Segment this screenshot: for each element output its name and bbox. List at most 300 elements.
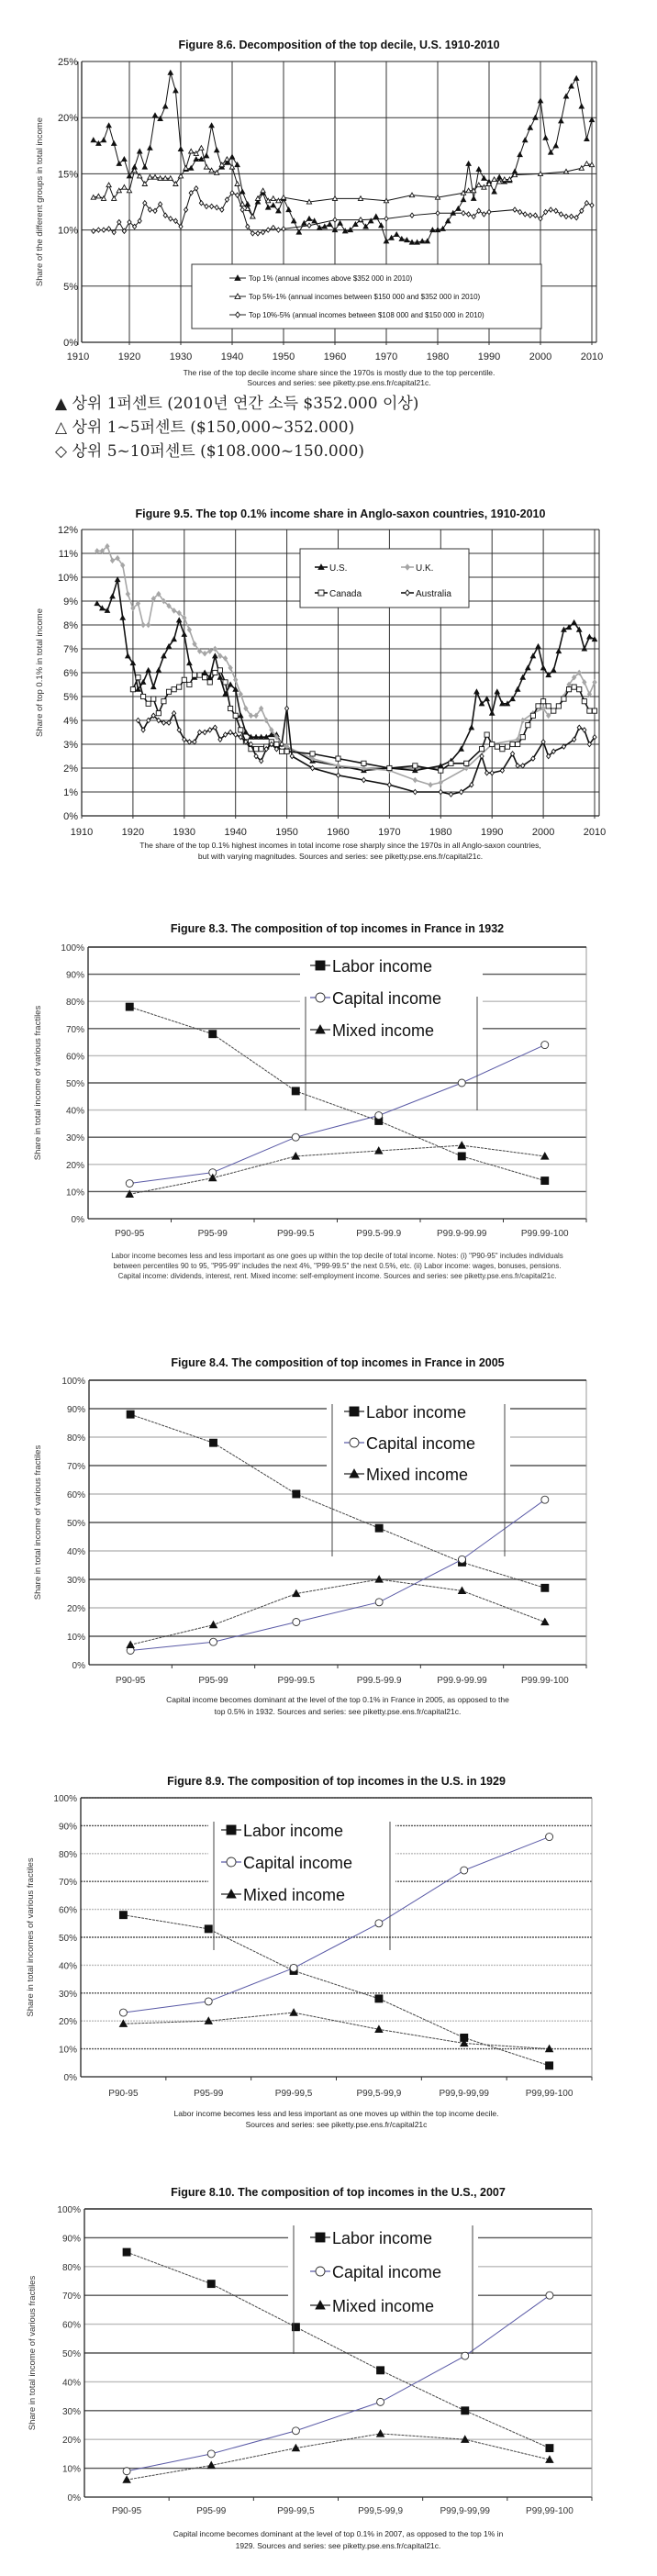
- data-point: [377, 2430, 384, 2437]
- data-point: [274, 742, 279, 746]
- data-point: [210, 204, 214, 208]
- y-axis-label: Share in total income of various fractiles: [33, 1005, 43, 1161]
- x-tick-label: 1930: [169, 351, 193, 362]
- data-point: [119, 1912, 127, 1919]
- data-point: [466, 162, 471, 166]
- data-point: [178, 147, 183, 151]
- data-point: [564, 214, 568, 218]
- chart-caption: Capital income becomes dominant at the level of top 0.1% in 2007, as opposed to the top 1% in: [173, 2529, 504, 2538]
- y-tick-label: 80%: [58, 1849, 77, 1860]
- x-tick-label: 1910: [70, 827, 94, 838]
- data-point: [292, 1133, 299, 1141]
- data-point: [413, 789, 417, 794]
- data-point: [479, 747, 484, 752]
- y-tick-label: 12%: [57, 525, 78, 536]
- data-point: [138, 149, 142, 153]
- data-point: [127, 1411, 134, 1418]
- y-tick-label: 10%: [66, 1633, 85, 1643]
- data-point: [375, 1147, 383, 1154]
- data-point: [554, 208, 558, 213]
- x-tick-label: 1930: [173, 827, 196, 838]
- data-point: [384, 239, 388, 243]
- chart-title: Figure 8.10. The composition of top incomes in the U.S., 2007: [171, 2186, 506, 2199]
- x-tick-label: P95-99: [194, 2089, 224, 2099]
- data-point: [482, 212, 485, 217]
- data-point: [285, 706, 289, 710]
- data-point: [585, 137, 589, 141]
- data-point: [209, 123, 214, 128]
- x-tick-label: 1940: [220, 351, 244, 362]
- data-point: [95, 601, 99, 606]
- data-point: [228, 730, 232, 734]
- legend: [327, 1395, 510, 1556]
- x-tick-label: P95-99: [198, 1676, 228, 1686]
- y-tick-label: 20%: [58, 2017, 77, 2028]
- data-point: [239, 728, 243, 732]
- data-point: [271, 196, 275, 201]
- data-point: [516, 687, 520, 692]
- chart-title: Figure 8.9. The composition of top incomes in the U.S. in 1929: [167, 1775, 506, 1788]
- square-filled-icon: [316, 961, 325, 970]
- y-tick-label: 10%: [58, 2045, 77, 2056]
- data-point: [375, 1995, 383, 2002]
- x-tick-label: 1960: [323, 351, 347, 362]
- legend: [300, 549, 469, 608]
- data-point: [215, 148, 219, 152]
- y-tick-label: 50%: [65, 1079, 84, 1089]
- data-point: [413, 764, 418, 768]
- legend: [300, 949, 483, 1110]
- data-point: [482, 176, 486, 181]
- data-point: [484, 697, 489, 701]
- data-point: [389, 236, 394, 240]
- chart-caption: between percentiles 90 to 95, "P95-99" includes the next 4%, "P99-99.5" the next 0.5%, etc. (ii) Labor income: wages, bonuses, pensions.: [113, 1262, 562, 1270]
- data-point: [271, 203, 275, 207]
- legend-label: Mixed income: [366, 1466, 469, 1484]
- y-tick-label: 80%: [61, 2262, 81, 2273]
- y-tick-label: 0%: [72, 1661, 85, 1671]
- x-tick-label: P99.5-99.9: [356, 1676, 402, 1686]
- data-point: [570, 214, 573, 218]
- data-point: [140, 694, 145, 698]
- chart-caption: The share of the top 0.1% highest incomes in total income rose sharply since the 1970s in all Anglo-saxon countries,: [139, 841, 541, 850]
- data-point: [439, 768, 443, 773]
- legend-label: Capital income: [366, 1434, 476, 1453]
- triangle-filled-icon: ▲: [55, 395, 68, 413]
- data-point: [377, 2398, 384, 2405]
- y-tick-label: 70%: [65, 1024, 84, 1035]
- x-tick-label: 1920: [121, 827, 145, 838]
- data-point: [492, 189, 496, 194]
- x-tick-label: P99.9-99.99: [437, 1676, 487, 1686]
- korean-legend-text: 상위 5~10퍼센트 ($108.000~150.000): [72, 442, 365, 461]
- data-point: [563, 94, 568, 98]
- data-point: [243, 730, 248, 734]
- data-point: [523, 138, 528, 142]
- data-point: [228, 706, 233, 710]
- data-point: [526, 723, 530, 728]
- legend-label: Australia: [416, 589, 451, 599]
- data-point: [203, 730, 206, 734]
- data-point: [136, 675, 140, 680]
- data-point: [533, 213, 537, 217]
- data-point: [292, 2427, 299, 2435]
- data-point: [549, 207, 552, 212]
- data-point: [158, 117, 162, 121]
- y-axis-label: Share in total income of various fractiles: [33, 1444, 43, 1600]
- x-tick-label: P90-95: [115, 1229, 145, 1239]
- data-point: [192, 673, 196, 677]
- legend-label: Capital income: [243, 1854, 353, 1872]
- data-point: [123, 2248, 130, 2256]
- x-tick-label: P99-99,5: [277, 2506, 315, 2516]
- data-point: [210, 1439, 217, 1446]
- x-tick-label: P95-99: [196, 2506, 227, 2516]
- x-tick-label: P90-95: [116, 1676, 146, 1686]
- data-point: [172, 687, 176, 692]
- data-point: [256, 231, 260, 236]
- x-tick-label: P99.9-99.99: [437, 1229, 487, 1239]
- series-mixed-income: [126, 1142, 549, 1197]
- data-point: [96, 228, 100, 232]
- data-point: [362, 777, 365, 782]
- data-point: [207, 680, 212, 685]
- data-point: [513, 207, 517, 212]
- circle-open-icon: [350, 1438, 359, 1447]
- data-point: [116, 577, 120, 582]
- y-tick-label: 15%: [57, 169, 78, 181]
- data-point: [282, 227, 285, 231]
- data-point: [556, 704, 561, 708]
- data-point: [140, 680, 145, 685]
- data-point: [375, 1524, 383, 1532]
- legend-label: U.K.: [416, 563, 434, 574]
- data-point: [168, 71, 173, 75]
- x-tick-label: 1990: [480, 827, 504, 838]
- series-capital-income: [126, 1042, 549, 1188]
- y-tick-label: 70%: [66, 1462, 85, 1472]
- data-point: [559, 212, 562, 217]
- data-point: [292, 1087, 299, 1095]
- data-point: [551, 668, 556, 673]
- data-point: [122, 157, 127, 162]
- chart-fig810: [28, 2186, 592, 2550]
- data-point: [112, 141, 117, 146]
- data-point: [166, 689, 171, 694]
- data-point: [373, 214, 378, 218]
- y-tick-label: 20%: [61, 2436, 81, 2447]
- x-tick-label: 1980: [429, 827, 452, 838]
- data-point: [148, 146, 152, 151]
- y-tick-label: 0%: [63, 811, 78, 822]
- circle-open-icon: [227, 1857, 236, 1867]
- circle-open-icon: [316, 993, 325, 1002]
- data-point: [215, 206, 218, 210]
- data-point: [207, 2280, 215, 2288]
- data-point: [208, 728, 212, 732]
- data-point: [177, 618, 182, 622]
- y-tick-label: 50%: [58, 1934, 77, 1944]
- x-tick-label: P99,99-100: [526, 2506, 573, 2516]
- data-point: [184, 166, 188, 171]
- chart-fig89: [26, 1775, 592, 2129]
- data-point: [126, 653, 130, 658]
- data-point: [96, 141, 101, 146]
- y-tick-label: 7%: [63, 644, 78, 655]
- data-point: [577, 687, 582, 692]
- data-point: [338, 221, 342, 226]
- data-point: [213, 653, 217, 658]
- data-point: [236, 193, 239, 197]
- data-point: [377, 2367, 384, 2374]
- legend-label: Canada: [329, 589, 362, 599]
- y-tick-label: 2%: [63, 764, 78, 775]
- data-point: [126, 1180, 133, 1188]
- series-top-1-annual-incomes-above-352-000-in-2010-: [91, 71, 594, 245]
- data-point: [541, 1584, 549, 1591]
- data-point: [449, 792, 452, 797]
- data-point: [310, 752, 315, 756]
- data-point: [146, 701, 150, 706]
- data-point: [293, 1490, 300, 1498]
- y-tick-label: 0%: [71, 1215, 84, 1225]
- data-point: [456, 206, 461, 211]
- data-point: [123, 2468, 130, 2475]
- x-tick-label: 2010: [580, 351, 604, 362]
- data-point: [562, 697, 566, 701]
- legend-label: Mixed income: [332, 2297, 435, 2315]
- data-point: [572, 685, 576, 689]
- data-point: [240, 189, 245, 194]
- data-point: [126, 1003, 133, 1010]
- data-point: [536, 644, 540, 649]
- y-tick-label: 20%: [66, 1604, 85, 1614]
- data-point: [292, 218, 296, 223]
- legend-label: Top 1% (annual incomes above $352 000 in 2010): [249, 274, 413, 283]
- y-tick-label: 30%: [58, 1989, 77, 2000]
- data-point: [92, 229, 95, 233]
- series-line: [138, 708, 595, 795]
- chart-caption: Sources and series: see piketty.pse.ens.fr/capital21c: [245, 2120, 428, 2129]
- series-line: [127, 2434, 550, 2480]
- data-point: [461, 1867, 468, 1874]
- data-point: [281, 195, 285, 200]
- data-point: [261, 188, 265, 193]
- chart-caption: top 0.5% in 1932. Sources and series: see piketty.pse.ens.fr/capital21c.: [214, 1707, 462, 1716]
- legend-label: Capital income: [332, 989, 442, 1008]
- x-tick-label: P99,9-99,99: [440, 2506, 490, 2516]
- y-tick-label: 10%: [57, 225, 78, 237]
- series-top-10-5-annual-incomes-between-108-000-and-150-000-in-2010-: [92, 186, 594, 236]
- y-tick-label: 30%: [61, 2406, 81, 2417]
- series-line: [123, 1915, 549, 2066]
- y-tick-label: 80%: [65, 998, 84, 1009]
- data-point: [566, 687, 571, 692]
- legend-label: Top 10%-5% (annual incomes between $108 000 and $150 000 in 2010): [249, 311, 484, 319]
- data-point: [520, 735, 525, 740]
- data-point: [306, 217, 311, 221]
- data-point: [336, 773, 340, 777]
- data-point: [107, 227, 111, 231]
- x-tick-label: 1950: [272, 351, 295, 362]
- data-point: [585, 162, 589, 166]
- chart-caption: but with varying magnitudes. Sources and series: see piketty.pse.ens.fr/capital21c.: [197, 852, 484, 861]
- data-point: [272, 226, 275, 230]
- y-axis-label: Share in total incomes of various fractiles: [26, 1857, 36, 2017]
- circle-open-icon: [316, 2267, 325, 2276]
- y-tick-label: 6%: [63, 668, 78, 679]
- data-point: [476, 167, 481, 172]
- data-point: [510, 742, 515, 746]
- data-point: [91, 138, 95, 142]
- data-point: [439, 780, 442, 785]
- data-point: [187, 682, 192, 686]
- data-point: [474, 689, 479, 694]
- korean-legend-top5-10: [55, 438, 364, 461]
- series-mixed-income: [123, 2430, 553, 2482]
- y-tick-label: 60%: [61, 2320, 81, 2331]
- data-point: [464, 761, 469, 765]
- y-tick-label: 90%: [58, 1822, 77, 1833]
- x-tick-label: P90-95: [111, 2506, 142, 2516]
- data-point: [106, 183, 111, 187]
- x-tick-label: P99-99,5: [274, 2089, 313, 2099]
- data-point: [184, 207, 188, 212]
- data-point: [538, 98, 542, 103]
- legend-label: Top 5%-1% (annual incomes between $150 000 and $352 000 in 2010): [249, 293, 481, 301]
- data-point: [500, 747, 505, 752]
- y-tick-label: 1%: [63, 787, 78, 798]
- series-labor-income: [119, 1912, 552, 2069]
- data-point: [293, 1619, 300, 1626]
- data-point: [182, 632, 186, 637]
- data-point: [333, 217, 337, 222]
- data-point: [518, 209, 522, 214]
- data-point: [213, 670, 217, 675]
- data-point: [458, 1153, 465, 1160]
- data-point: [536, 704, 540, 708]
- data-point: [458, 1079, 465, 1087]
- x-tick-label: P99,5-99,9: [358, 2506, 404, 2516]
- chart-caption: 1929. Sources and series: see piketty.pse.ens.fr/capital21c.: [235, 2541, 441, 2550]
- data-point: [528, 126, 532, 130]
- y-tick-label: 3%: [63, 740, 78, 751]
- data-point: [187, 740, 191, 744]
- data-point: [127, 188, 131, 193]
- y-tick-label: 40%: [58, 1961, 77, 1972]
- data-point: [574, 76, 579, 81]
- data-point: [379, 223, 384, 228]
- square-filled-icon: [316, 2233, 325, 2242]
- data-point: [546, 704, 551, 708]
- data-point: [487, 209, 491, 214]
- chart-caption: Capital income: dividends, interest, rent. Mixed income: self-employment income. Sources and series: see piketty.pse.ens.fr/capital21c.: [117, 1272, 557, 1280]
- data-point: [387, 783, 391, 787]
- data-point: [259, 747, 263, 752]
- y-axis-label: Share of the different groups in total income: [35, 117, 45, 287]
- x-tick-label: 2000: [529, 351, 552, 362]
- data-point: [102, 228, 106, 232]
- data-point: [587, 634, 592, 639]
- korean-legend-text: 상위 1퍼센트 (2010년 연간 소득 $352.000 이상): [72, 395, 419, 413]
- data-point: [336, 756, 340, 761]
- legend: [288, 2221, 478, 2354]
- data-point: [458, 1142, 465, 1148]
- data-point: [449, 761, 453, 765]
- data-point: [204, 153, 208, 158]
- data-point: [413, 777, 417, 782]
- data-point: [546, 1834, 553, 1841]
- y-tick-label: 40%: [61, 2378, 81, 2389]
- x-tick-label: 1990: [477, 351, 501, 362]
- x-tick-label: 1960: [327, 827, 350, 838]
- data-point: [290, 753, 294, 758]
- data-point: [217, 668, 222, 673]
- y-tick-label: 40%: [66, 1547, 85, 1557]
- data-point: [290, 2009, 297, 2015]
- data-point: [161, 699, 166, 704]
- data-point: [529, 213, 532, 217]
- data-point: [541, 699, 546, 704]
- x-tick-label: 2000: [531, 827, 555, 838]
- y-tick-label: 100%: [61, 943, 84, 953]
- y-tick-label: 10%: [61, 2464, 81, 2475]
- data-point: [120, 616, 125, 620]
- series-capital-income: [123, 2292, 553, 2475]
- data-point: [161, 720, 165, 725]
- chart-caption: Sources and series: see piketty.pse.ens.fr/capital21c.: [247, 378, 431, 387]
- data-point: [375, 1599, 383, 1606]
- data-point: [375, 1920, 383, 1927]
- data-point: [462, 2352, 469, 2359]
- y-axis-label: Share of top 0.1% in total income: [35, 608, 45, 737]
- y-tick-label: 100%: [53, 1794, 77, 1804]
- chart-fig95: [35, 507, 606, 861]
- data-point: [182, 677, 186, 682]
- y-tick-label: 10%: [65, 1188, 84, 1199]
- data-point: [362, 761, 366, 765]
- x-tick-label: P99-99.5: [276, 1229, 315, 1239]
- series-line: [129, 1045, 545, 1184]
- data-point: [276, 228, 280, 232]
- data-point: [556, 649, 561, 653]
- x-tick-label: P99,5-99,9: [356, 2089, 402, 2099]
- y-tick-label: 60%: [65, 1052, 84, 1063]
- data-point: [505, 744, 509, 749]
- legend-label: Mixed income: [243, 1886, 346, 1904]
- data-point: [461, 197, 465, 202]
- x-tick-label: 1970: [374, 351, 398, 362]
- data-point: [96, 194, 101, 198]
- data-point: [439, 789, 442, 794]
- x-tick-label: 1920: [117, 351, 141, 362]
- x-tick-label: 1980: [426, 351, 450, 362]
- data-point: [119, 2009, 127, 2016]
- data-point: [130, 687, 135, 692]
- data-point: [110, 594, 115, 598]
- data-point: [546, 2445, 553, 2452]
- chart-title: Figure 8.3. The composition of top incomes in France in 1932: [170, 922, 505, 935]
- chart-title: Figure 8.4. The composition of top incomes in France in 2005: [171, 1356, 505, 1369]
- y-tick-label: 20%: [57, 113, 78, 125]
- legend: [192, 264, 541, 329]
- y-tick-label: 90%: [66, 1405, 85, 1415]
- data-point: [553, 143, 558, 148]
- y-tick-label: 80%: [66, 1433, 85, 1444]
- data-point: [163, 104, 168, 108]
- data-point: [307, 223, 311, 228]
- data-point: [429, 783, 432, 787]
